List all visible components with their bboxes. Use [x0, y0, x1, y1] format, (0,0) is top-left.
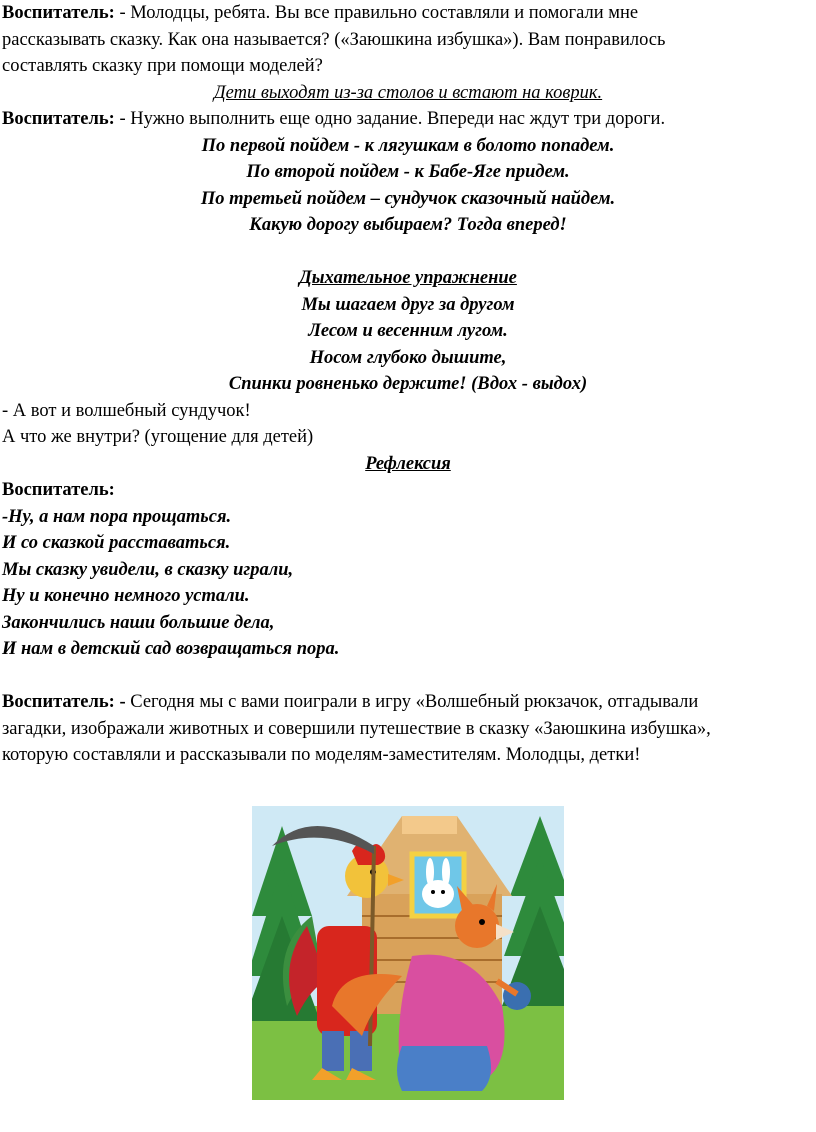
final-line-3: которую составляли и рассказывали по моделям-заместителям. Молодцы, детки! [2, 745, 641, 765]
para-1-line-2: рассказывать сказку. Как она называется? («Заюшкина избушка»). Вам понравилось [2, 29, 666, 50]
reflection-title: Рефлексия [365, 453, 451, 474]
speaker-label: Воспитатель: - [2, 692, 131, 712]
reflection-line: И со сказкой расставаться. [2, 533, 231, 553]
blank-line [0, 663, 816, 690]
reflection-line: И нам в детский сад возвращаться пора. [2, 639, 340, 659]
chest-line: А что же внутри? (угощение для детей) [2, 427, 314, 447]
breathing-title: Дыхательное упражнение [299, 268, 517, 288]
stage-direction: Дети выходят из-за столов и встают на коврик. [213, 82, 603, 103]
para-1-line-3: составлять сказку при помощи моделей? [2, 56, 323, 76]
reflection-line: Закончились наши большие дела, [2, 612, 275, 633]
blank-line [0, 239, 816, 266]
chest-line: - А вот и волшебный сундучок! [2, 400, 251, 421]
breathing-line: Носом глубоко дышите, [309, 347, 507, 368]
reflection-line: Мы сказку увидели, в сказку играли, [2, 559, 294, 580]
breathing-line: Спинки ровненько держите! (Вдох - выдох) [228, 374, 588, 394]
roads-poem-line: По второй пойдем - к Бабе-Яге придем. [246, 162, 570, 182]
roads-poem-line: Какую дорогу выбираем? Тогда вперед! [249, 215, 567, 235]
reflection-line: Ну и конечно немного устали. [2, 586, 250, 606]
para-1-line-1: Воспитатель: - Молодцы, ребята. Вы все правильно составляли и помогали мне [2, 3, 639, 23]
final-line-2: загадки, изображали животных и совершили путешествие в сказку «Заюшкина избушка», [2, 718, 711, 739]
para-2: Воспитатель: - Нужно выполнить еще одно задание. Впереди нас ждут три дороги. [2, 109, 666, 129]
speaker-label: Воспитатель: [2, 3, 115, 23]
reflection-line: -Ну, а нам пора прощаться. [2, 506, 232, 527]
speaker-label: Воспитатель: [2, 109, 115, 129]
roads-poem-line: По третьей пойдем – сундучок сказочный найдем. [200, 188, 616, 209]
fairy-tale-illustration [252, 806, 564, 1100]
breathing-line: Мы шагаем друг за другом [301, 294, 515, 315]
speaker-label: Воспитатель: [2, 480, 115, 500]
roads-poem-line: По первой пойдем - к лягушкам в болото попадем. [201, 135, 615, 156]
final-line-1: Воспитатель: - Сегодня мы с вами поиграли в игру «Волшебный рюкзачок, отгадывали [2, 692, 699, 712]
breathing-line: Лесом и весенним лугом. [308, 321, 508, 341]
